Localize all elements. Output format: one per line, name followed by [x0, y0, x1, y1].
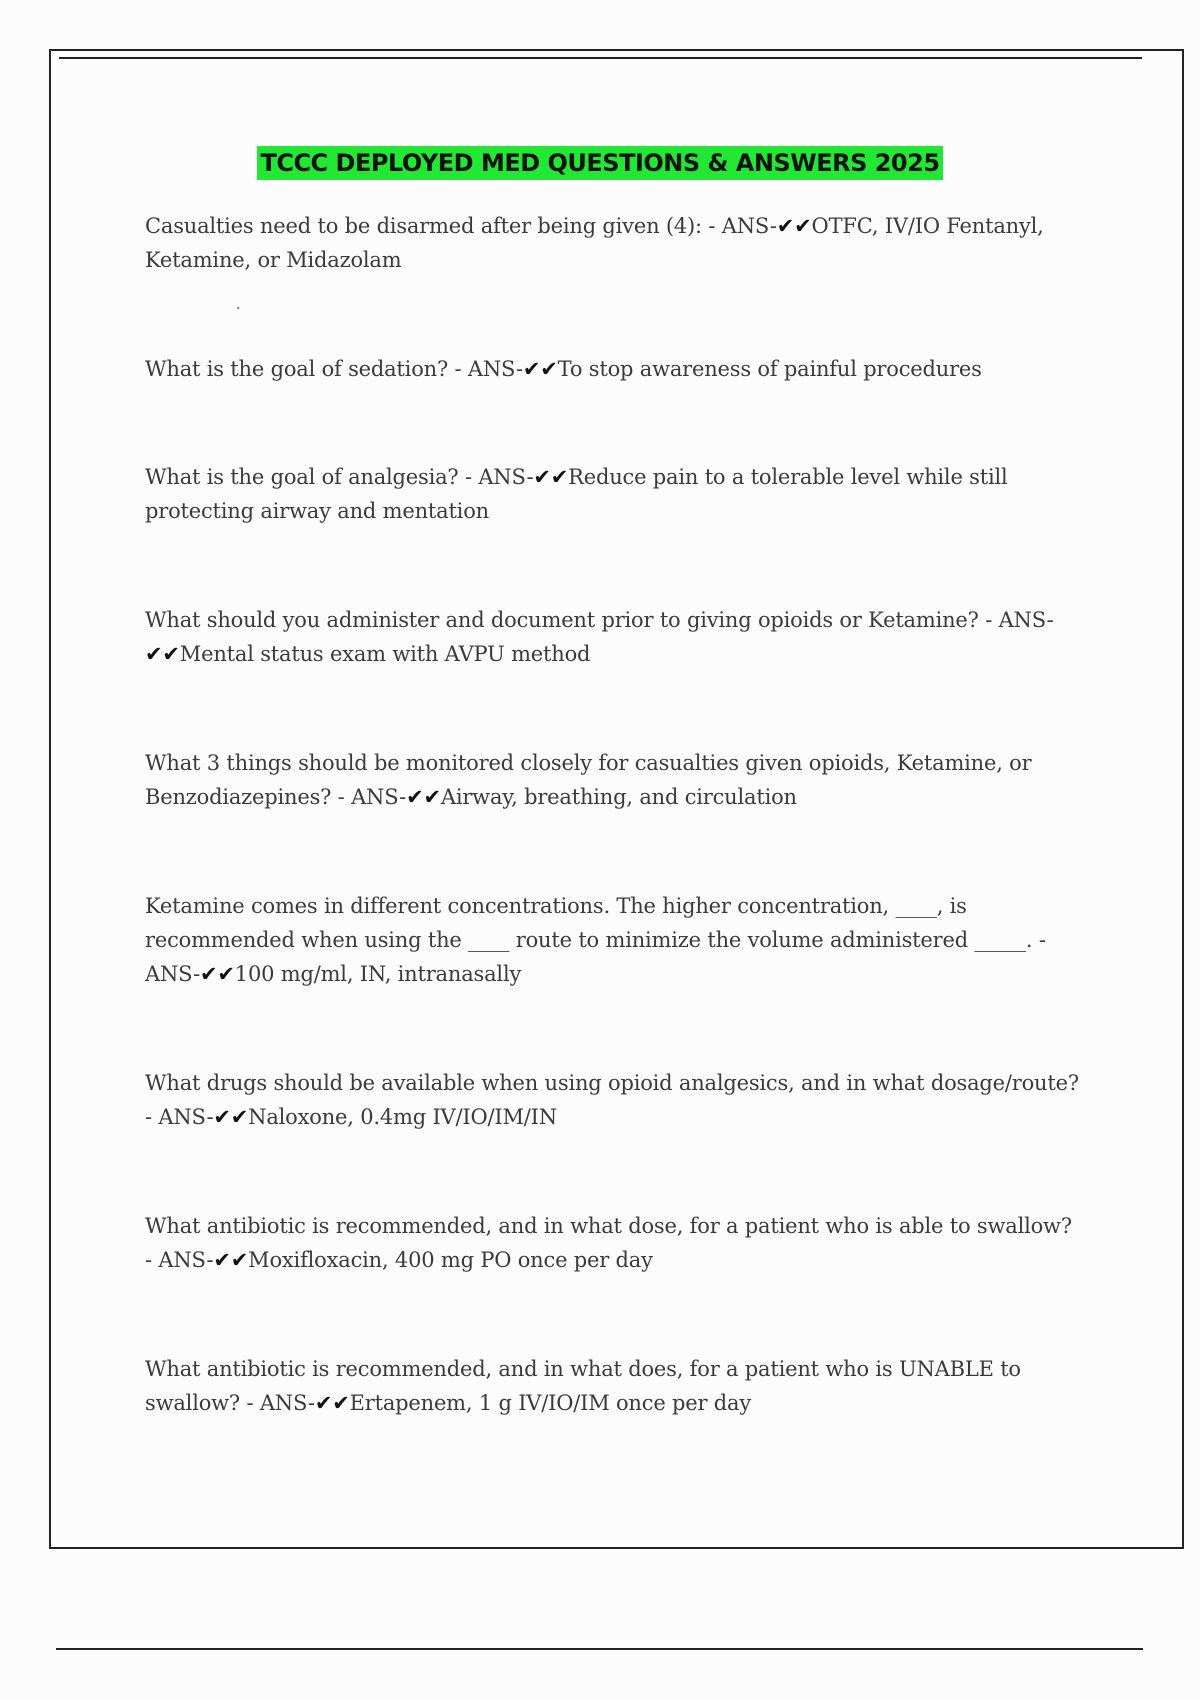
answer-text: Reduce pain to a tolerable level while still protecting airway and mentation: [145, 465, 1008, 523]
qa-item: [145, 603, 1085, 671]
answer-marker: ANS-: [478, 465, 534, 489]
answer-marker: ANS-: [158, 1105, 214, 1129]
double-check-icon: ✔✔: [406, 785, 441, 809]
double-check-icon: ✔✔: [522, 357, 558, 381]
qa-item: [145, 352, 1085, 386]
question-text: Ketamine comes in different concentrations. The higher concentration, ____, is recommended when using the ____ route to minimize the volume administered _____. -: [145, 894, 1046, 952]
question-text: What is the goal of sedation? -: [145, 357, 468, 381]
double-check-icon: ✔✔: [776, 214, 812, 238]
answer-marker: ANS-: [721, 214, 777, 238]
question-text: Casualties need to be disarmed after being given (4): -: [145, 214, 722, 238]
double-check-icon: ✔✔: [314, 1391, 350, 1415]
qa-item: [145, 746, 1085, 814]
double-check-icon: ✔✔: [213, 1248, 249, 1272]
stray-mark: .: [236, 297, 241, 313]
header-rule: [59, 57, 1142, 59]
double-check-icon: ✔✔: [533, 465, 569, 489]
double-check-icon: ✔✔: [145, 642, 180, 666]
answer-text: 100 mg/ml, IN, intranasally: [234, 962, 522, 986]
answer-text: OTFC, IV/IO Fentanyl, Ketamine, or Midazolam: [145, 214, 1044, 272]
double-check-icon: ✔✔: [200, 962, 235, 986]
qa-item: [145, 1066, 1085, 1134]
answer-marker: ANS-: [998, 608, 1054, 632]
qa-item: [145, 1209, 1085, 1277]
answer-text: Naloxone, 0.4mg IV/IO/IM/IN: [248, 1105, 557, 1129]
answer-text: Moxifloxacin, 400 mg PO once per day: [248, 1248, 653, 1272]
qa-item: [145, 889, 1085, 991]
answer-text: To stop awareness of painful procedures: [557, 357, 982, 381]
qa-item: [145, 460, 1085, 528]
question-text: What antibiotic is recommended, and in what does, for a patient who is UNABLE to swallow? -: [145, 1357, 1021, 1415]
question-text: What drugs should be available when using opioid analgesics, and in what dosage/route? -: [145, 1071, 1079, 1129]
answer-marker: ANS-: [467, 357, 523, 381]
title-container: [0, 146, 1200, 180]
question-text: What antibiotic is recommended, and in what dose, for a patient who is able to swallow? -: [145, 1214, 1072, 1272]
answer-marker: ANS-: [158, 1248, 214, 1272]
double-check-icon: ✔✔: [213, 1105, 249, 1129]
answer-marker: ANS-: [145, 962, 200, 986]
qa-item: [145, 1352, 1085, 1420]
answer-marker: ANS-: [351, 785, 407, 809]
question-text: What 3 things should be monitored closely for casualties given opioids, Ketamine, or Benzodiazepines? -: [145, 751, 1032, 809]
qa-item: [145, 209, 1085, 277]
answer-text: Mental status exam with AVPU method: [179, 642, 591, 666]
question-text: What is the goal of analgesia? -: [145, 465, 479, 489]
question-text: What should you administer and document prior to giving opioids or Ketamine? -: [145, 608, 999, 632]
footer-rule: [56, 1648, 1143, 1650]
document-title: TCCC DEPLOYED MED QUESTIONS & ANSWERS 2025: [257, 146, 942, 180]
answer-text: Ertapenem, 1 g IV/IO/IM once per day: [349, 1391, 752, 1415]
answer-marker: ANS-: [259, 1391, 315, 1415]
answer-text: Airway, breathing, and circulation: [440, 785, 797, 809]
